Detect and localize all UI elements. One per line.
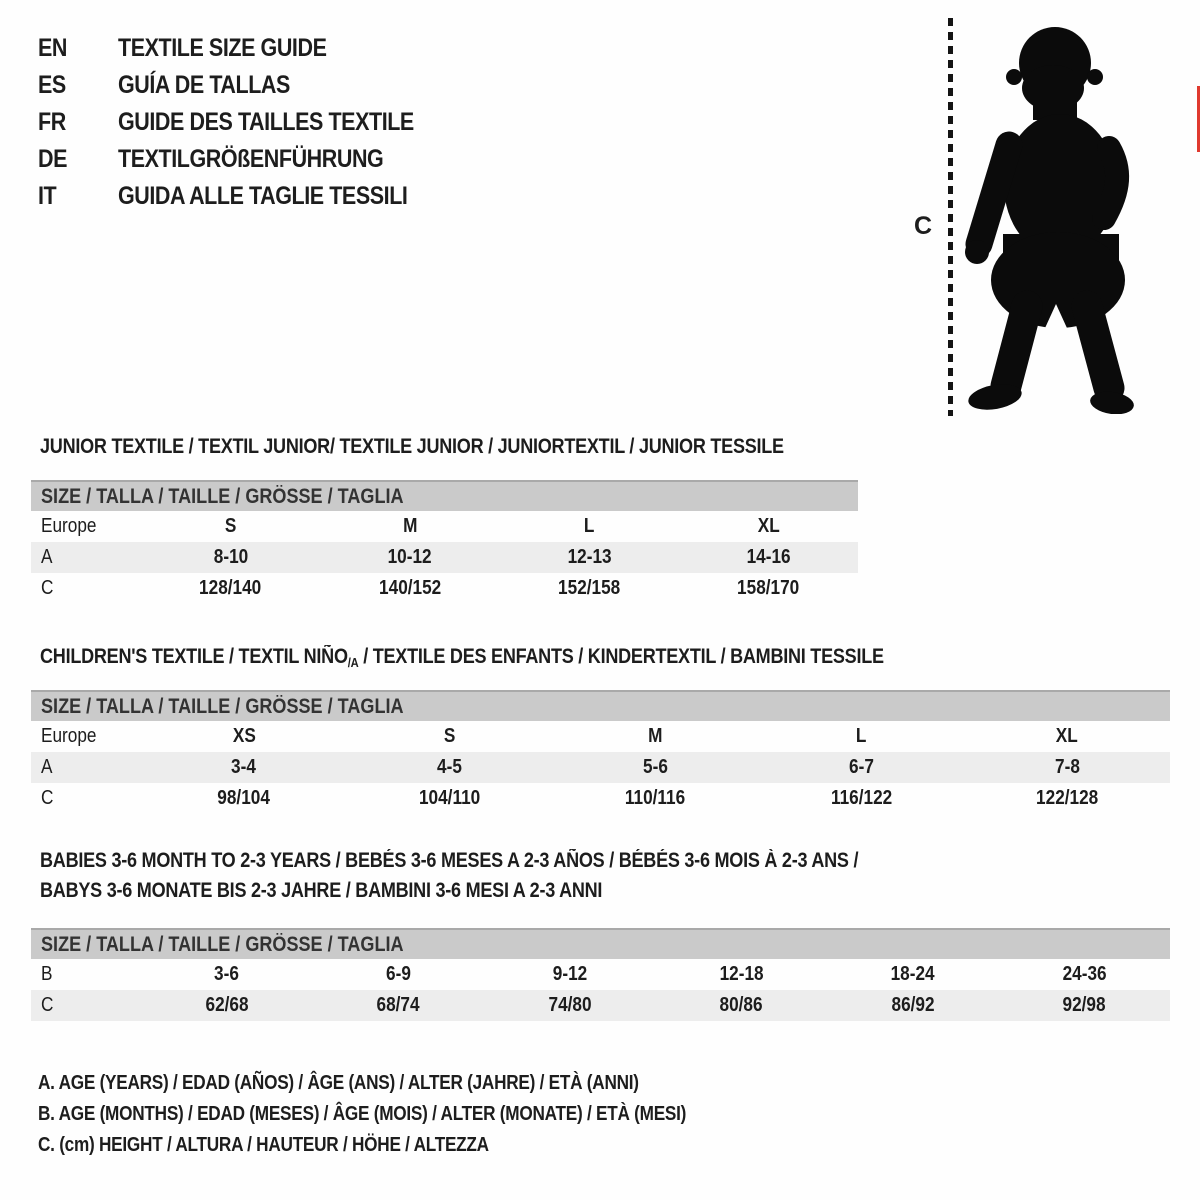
language-code-text: DE <box>38 145 68 173</box>
row-label <box>31 963 141 986</box>
row-cell-text: 12-13 <box>567 546 612 568</box>
row-label-text: B <box>41 963 53 985</box>
language-code <box>38 34 118 63</box>
table-row <box>31 511 858 542</box>
row-cell-text: 98/104 <box>217 787 271 809</box>
row-cell <box>320 577 499 600</box>
language-title-text: GUÍA DE TALLAS <box>118 71 290 99</box>
row-cell-text: 158/170 <box>737 577 800 599</box>
row-cell <box>999 963 1171 986</box>
row-cell-text: 14-16 <box>746 546 791 568</box>
row-cell <box>679 546 858 569</box>
row-label-text: Europe <box>41 725 97 747</box>
row-label-text: C <box>41 994 54 1016</box>
row-cell <box>500 515 679 538</box>
table-row <box>31 542 858 573</box>
row-cell-text: 86/92 <box>891 994 935 1016</box>
section-title <box>31 846 1170 906</box>
row-label <box>31 994 141 1017</box>
row-cell-text: 140/152 <box>378 577 441 599</box>
size-header-bar <box>31 928 1170 959</box>
row-cell-text: 62/68 <box>205 994 249 1016</box>
row-label-text: C <box>41 787 54 809</box>
title-subscript: /A <box>347 654 359 670</box>
language-code <box>38 71 118 100</box>
size-header-bar <box>31 690 1170 721</box>
height-measure-line <box>948 18 953 416</box>
row-cell <box>141 515 320 538</box>
table-rows <box>31 511 858 604</box>
title-text-part: BABYS 3-6 MONATE BIS 2-3 JAHRE / BAMBINI 3-6 MESI A 2-3 ANNI <box>40 879 603 902</box>
language-title <box>118 34 360 63</box>
language-code <box>38 182 118 211</box>
row-label-text: Europe <box>41 515 97 537</box>
language-row <box>38 30 462 67</box>
section-title <box>31 432 858 462</box>
row-cell-text: 152/158 <box>558 577 621 599</box>
row-cell-text: 6-7 <box>848 756 874 778</box>
table-row <box>31 573 858 604</box>
section-title-line <box>40 876 1170 906</box>
row-cell <box>141 725 347 748</box>
section-title-line <box>40 846 1170 876</box>
row-label <box>31 546 141 569</box>
row-cell-text: 18-24 <box>890 963 935 985</box>
table-rows <box>31 721 1170 814</box>
section-title-text <box>40 642 884 674</box>
row-cell <box>347 725 553 748</box>
row-cell-text: 6-9 <box>385 963 411 985</box>
title-text-part: CHILDREN'S TEXTILE / TEXTIL NIÑO <box>40 645 348 668</box>
row-cell-text: 10-12 <box>387 546 432 568</box>
section-junior-textile <box>31 432 858 599</box>
row-cell <box>964 725 1170 748</box>
row-cell <box>679 577 858 600</box>
row-cell <box>758 756 964 779</box>
row-cell <box>827 963 999 986</box>
row-cell <box>313 963 485 986</box>
size-header-bar <box>31 480 858 511</box>
row-cell-text: 110/116 <box>625 787 686 809</box>
toddler-silhouette-icon <box>963 14 1135 414</box>
row-cell <box>964 756 1170 779</box>
row-cell <box>656 994 828 1017</box>
row-cell-text: 7-8 <box>1054 756 1080 778</box>
section-title-text <box>40 846 858 876</box>
legend <box>38 1068 792 1161</box>
row-cell <box>553 756 759 779</box>
language-code-text: ES <box>38 71 66 99</box>
title-text-part: BABIES 3-6 MONTH TO 2-3 YEARS / BEBÉS 3-6 MESES A 2-3 AÑOS / BÉBÉS 3-6 MOIS À 2-3 ANS / <box>40 849 859 872</box>
row-cell-text: L <box>856 725 867 747</box>
row-cell <box>500 577 679 600</box>
row-cell <box>320 515 499 538</box>
height-measure-label: C <box>913 212 933 240</box>
language-code-text: FR <box>38 108 66 136</box>
row-cell-text: 4-5 <box>437 756 463 778</box>
row-cell <box>141 963 313 986</box>
row-cell <box>500 546 679 569</box>
row-cell-text: XL <box>1056 725 1079 747</box>
language-row <box>38 141 462 178</box>
row-cell-text: 3-4 <box>231 756 257 778</box>
row-cell <box>553 725 759 748</box>
row-cell-text: 80/86 <box>719 994 763 1016</box>
row-cell-text: 92/98 <box>1062 994 1106 1016</box>
section-title-text <box>40 876 602 906</box>
row-cell <box>141 994 313 1017</box>
row-cell-text: XL <box>757 515 780 537</box>
language-row <box>38 104 462 141</box>
row-label-text: C <box>41 577 54 599</box>
row-cell <box>141 756 347 779</box>
row-cell-text: 24-36 <box>1062 963 1107 985</box>
language-title-text: GUIDA ALLE TAGLIE TESSILI <box>118 182 408 210</box>
language-code-text: EN <box>38 34 68 62</box>
language-code-text: IT <box>38 182 57 210</box>
row-cell-text: 3-6 <box>214 963 240 985</box>
row-label <box>31 756 141 779</box>
language-title-text: TEXTILE SIZE GUIDE <box>118 34 327 62</box>
language-title <box>118 145 427 174</box>
table-row <box>31 990 1170 1021</box>
table-row <box>31 959 1170 990</box>
row-cell <box>347 787 553 810</box>
row-cell-text: 9-12 <box>552 963 587 985</box>
row-cell <box>484 963 656 986</box>
language-row <box>38 67 462 104</box>
title-text-part: JUNIOR TEXTILE / TEXTIL JUNIOR/ TEXTILE JUNIOR / JUNIORTEXTIL / JUNIOR TESSILE <box>40 435 784 458</box>
size-header-text: SIZE / TALLA / TAILLE / GRÖSSE / TAGLIA <box>41 484 404 508</box>
language-title-list <box>38 30 462 215</box>
language-title <box>118 108 462 137</box>
row-cell <box>320 546 499 569</box>
row-cell <box>141 546 320 569</box>
row-cell <box>656 963 828 986</box>
row-label <box>31 787 141 810</box>
row-cell-text: M <box>402 515 418 537</box>
row-cell <box>347 756 553 779</box>
legend-line <box>38 1068 792 1099</box>
language-title <box>118 182 455 211</box>
row-cell-text: XS <box>232 725 256 747</box>
row-label-text: A <box>41 546 53 568</box>
table-rows <box>31 959 1170 1021</box>
section-title-line <box>40 642 1170 674</box>
row-label <box>31 725 141 748</box>
legend-line <box>38 1099 792 1130</box>
title-text-part: / TEXTILE DES ENFANTS / KINDERTEXTIL / BAMBINI TESSILE <box>358 645 884 668</box>
language-title-text: TEXTILGRÖßENFÜHRUNG <box>118 145 384 173</box>
row-cell-text: S <box>443 725 456 747</box>
legend-line-text: A. AGE (YEARS) / EDAD (AÑOS) / ÂGE (ANS) / ALTER (JAHRE) / ETÀ (ANNI) <box>38 1072 639 1094</box>
row-cell <box>758 787 964 810</box>
section-title <box>31 642 1170 674</box>
row-cell <box>313 994 485 1017</box>
row-label <box>31 515 141 538</box>
table-row <box>31 721 1170 752</box>
row-cell <box>553 787 759 810</box>
section-title-line <box>40 432 858 462</box>
language-row <box>38 178 462 215</box>
row-cell <box>999 994 1171 1017</box>
row-cell-text: S <box>224 515 237 537</box>
section-title-text <box>40 432 784 462</box>
row-cell-text: 122/128 <box>1035 787 1099 809</box>
row-cell-text: 128/140 <box>199 577 262 599</box>
section-babies-textile <box>31 846 1170 1016</box>
size-header-text: SIZE / TALLA / TAILLE / GRÖSSE / TAGLIA <box>41 932 404 956</box>
table-row <box>31 752 1170 783</box>
row-cell-text: 5-6 <box>643 756 668 778</box>
row-cell-text: 12-18 <box>719 963 764 985</box>
row-cell <box>141 577 320 600</box>
language-code <box>38 145 118 174</box>
legend-line-text: C. (cm) HEIGHT / ALTURA / HAUTEUR / HÖHE / ALTEZZA <box>38 1134 489 1156</box>
row-cell-text: 74/80 <box>548 994 592 1016</box>
row-cell-text: 68/74 <box>376 994 420 1016</box>
row-cell <box>758 725 964 748</box>
legend-line <box>38 1130 792 1161</box>
row-label-text: A <box>41 756 53 778</box>
row-label <box>31 577 141 600</box>
language-title <box>118 71 318 100</box>
row-cell <box>141 787 347 810</box>
row-cell-text: 116/122 <box>830 787 892 809</box>
row-cell-text: 104/110 <box>419 787 481 809</box>
row-cell <box>964 787 1170 810</box>
row-cell-text: 8-10 <box>213 546 248 568</box>
language-title-text: GUIDE DES TAILLES TEXTILE <box>118 108 414 136</box>
row-cell <box>484 994 656 1017</box>
row-cell-text: L <box>583 515 595 537</box>
size-header-text: SIZE / TALLA / TAILLE / GRÖSSE / TAGLIA <box>41 694 404 718</box>
language-code <box>38 108 118 137</box>
table-row <box>31 783 1170 814</box>
legend-line-text: B. AGE (MONTHS) / EDAD (MESES) / ÂGE (MOIS) / ALTER (MONATE) / ETÀ (MESI) <box>38 1103 687 1125</box>
section-children-textile <box>31 642 1170 809</box>
row-cell-text: M <box>648 725 663 747</box>
row-cell <box>827 994 999 1017</box>
row-cell <box>679 515 858 538</box>
